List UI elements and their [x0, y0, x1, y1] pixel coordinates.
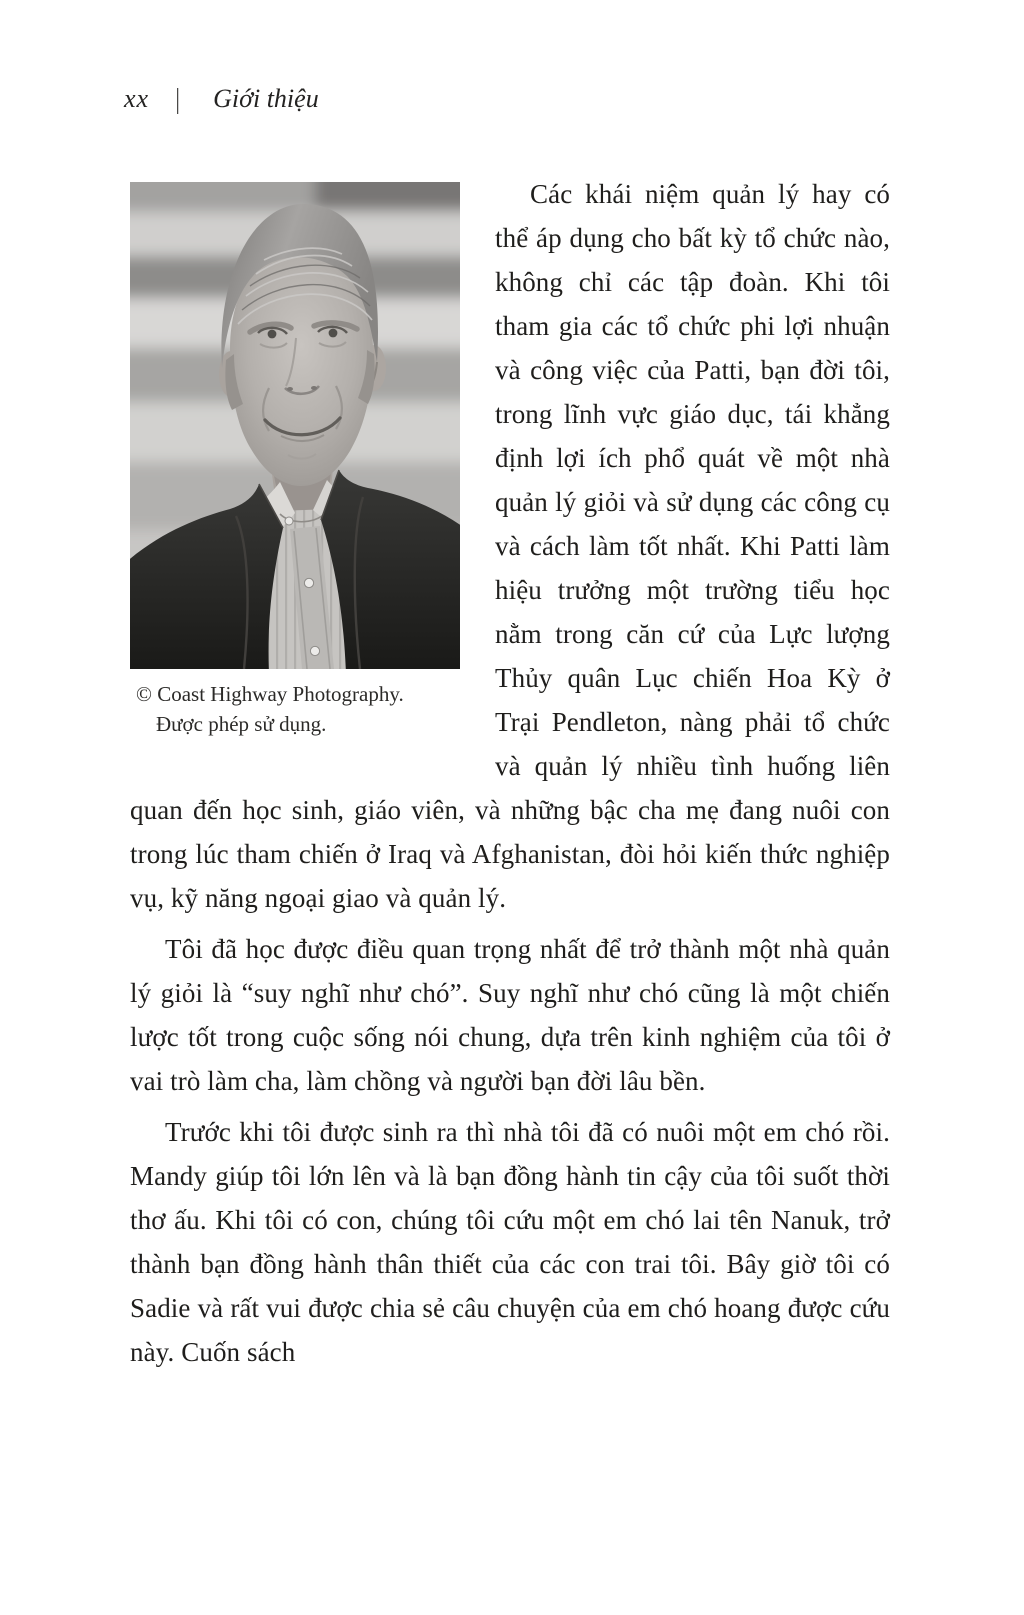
portrait-figure — [130, 182, 460, 739]
page-number: xx — [124, 84, 150, 113]
body-paragraph: Trước khi tôi được sinh ra thì nhà tôi đã có nuôi một em chó rồi. Mandy giúp tôi lớn lên và là bạn đồng hành tin cậy của tôi suốt thời thơ ấu. Khi tôi có con, chúng tôi cứu một em chó lai tên Nanuk, trở thành bạn đồng hành thân thiết của các con trai tôi. Bây giờ tôi có Sadie và rất vui được chia sẻ câu chuyện của em chó hoang được cứu này. Cuốn sách — [130, 1117, 890, 1367]
body-paragraph: Các khái niệm quản lý hay có thể áp dụng cho bất kỳ tổ chức nào, không chỉ các tập đoàn. Khi tôi tham gia các tổ chức phi lợi nhuận và công việc của Patti, bạn đời tôi, trong lĩnh vực giáo dục, tái khẳng định lợi ích phổ quát về một nhà quản lý giỏi và sử dụng các công cụ và cách làm tốt nhất. Khi Patti làm hiệu trưởng một trường tiểu học nằm trong căn cứ của Lực lượng Thủy quân Lục chiến Hoa Kỳ ở Trại Pendleton, nàng phải tổ chức và quản lý nhiều tình huống liên quan đến học sinh, giáo viên, và những bậc cha mẹ đang nuôi con trong lúc tham chiến ở Iraq và Afghanistan, đòi hỏi kiến thức nghiệp vụ, kỹ năng ngoại giao và quản lý. — [130, 179, 890, 913]
body-paragraph: Tôi đã học được điều quan trọng nhất để trở thành một nhà quản lý giỏi là “suy nghĩ như chó”. Suy nghĩ như chó cũng là một chiến lược tốt trong cuộc sống nói chung, dựa trên kinh nghiệm của tôi ở vai trò làm cha, làm chồng và người bạn đời lâu bền. — [130, 934, 890, 1096]
photo-caption — [130, 679, 460, 739]
running-header — [124, 84, 319, 115]
caption-credit: © Coast Highway Photography. — [136, 682, 404, 706]
caption-permission: Được phép sử dụng. — [156, 712, 327, 736]
page-body — [130, 172, 890, 1381]
portrait-photo — [130, 182, 460, 669]
header-divider: | — [175, 83, 181, 115]
chapter-title: Giới thiệu — [213, 84, 319, 113]
